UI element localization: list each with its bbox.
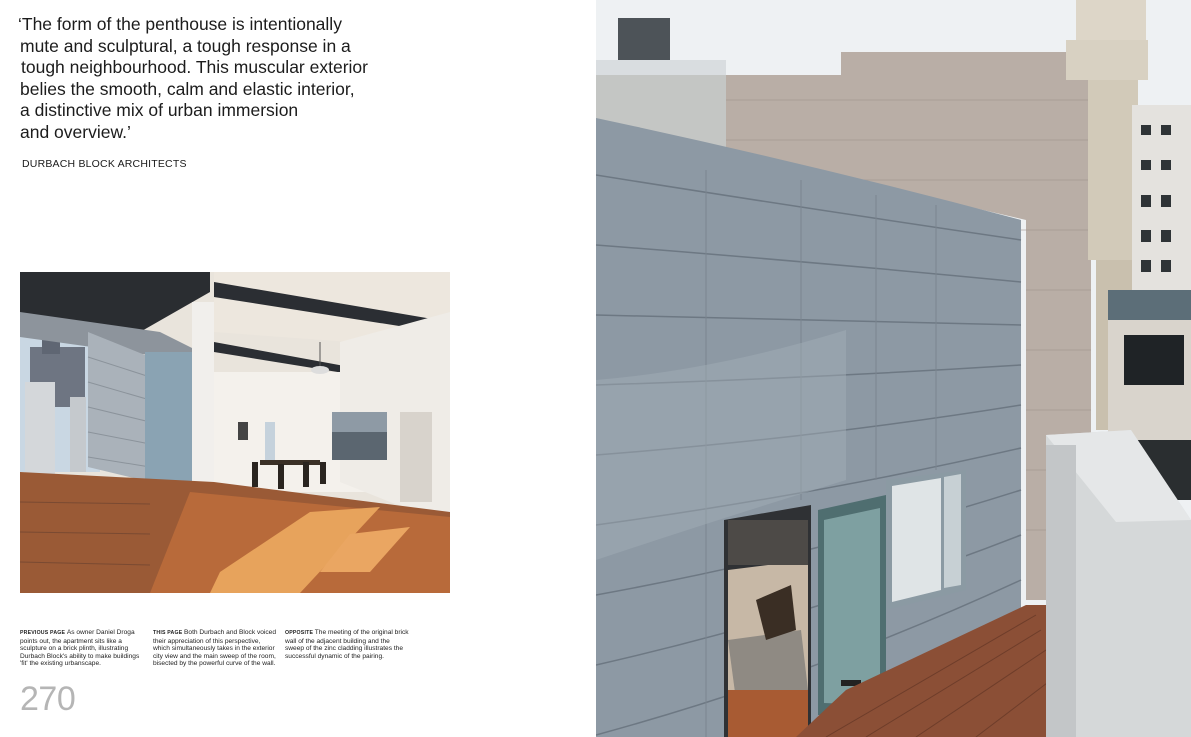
exterior-photo [596,0,1191,737]
quote-line: and overview.’ [20,121,131,142]
caption-this-page [153,629,278,668]
page-number: 270 [20,680,76,718]
quote-line: mute and sculptural, a tough response in a [20,35,351,56]
quote-line: belies the smooth, calm and elastic interior, [20,78,355,99]
interior-photo [20,272,450,593]
pull-quote [18,14,378,143]
caption-text: As owner Daniel Droga points out, the apartment sits like a sculpture on a brick plinth, illustrating Durbach Block's ability to make buildings 'fit' the existing urbanscape. [20,629,140,668]
quote-line: tough neighbourhood. This muscular exterior [21,57,368,77]
quote-line: ‘The form of the penthouse is intentionally [18,14,342,34]
caption-text: Both Durbach and Block voiced their appreciation of this perspective, which simultaneously takes in the exterior city view and the main sweep of the room, bisected by the powerful curve of the wall. [153,629,277,668]
caption-lead: THIS PAGE [153,630,185,636]
quote-attribution: DURBACH BLOCK ARCHITECTS [22,158,187,170]
caption-text: The meeting of the original brick wall of the adjacent building and the sweep of the zinc cladding illustrates the successful dynamic of the pairing. [285,629,409,660]
caption-lead: PREVIOUS PAGE [20,630,67,636]
caption-previous-page [20,629,145,668]
quote-line: a distinctive mix of urban immersion [20,100,299,120]
caption-opposite [285,629,410,660]
caption-lead: OPPOSITE [285,630,315,636]
